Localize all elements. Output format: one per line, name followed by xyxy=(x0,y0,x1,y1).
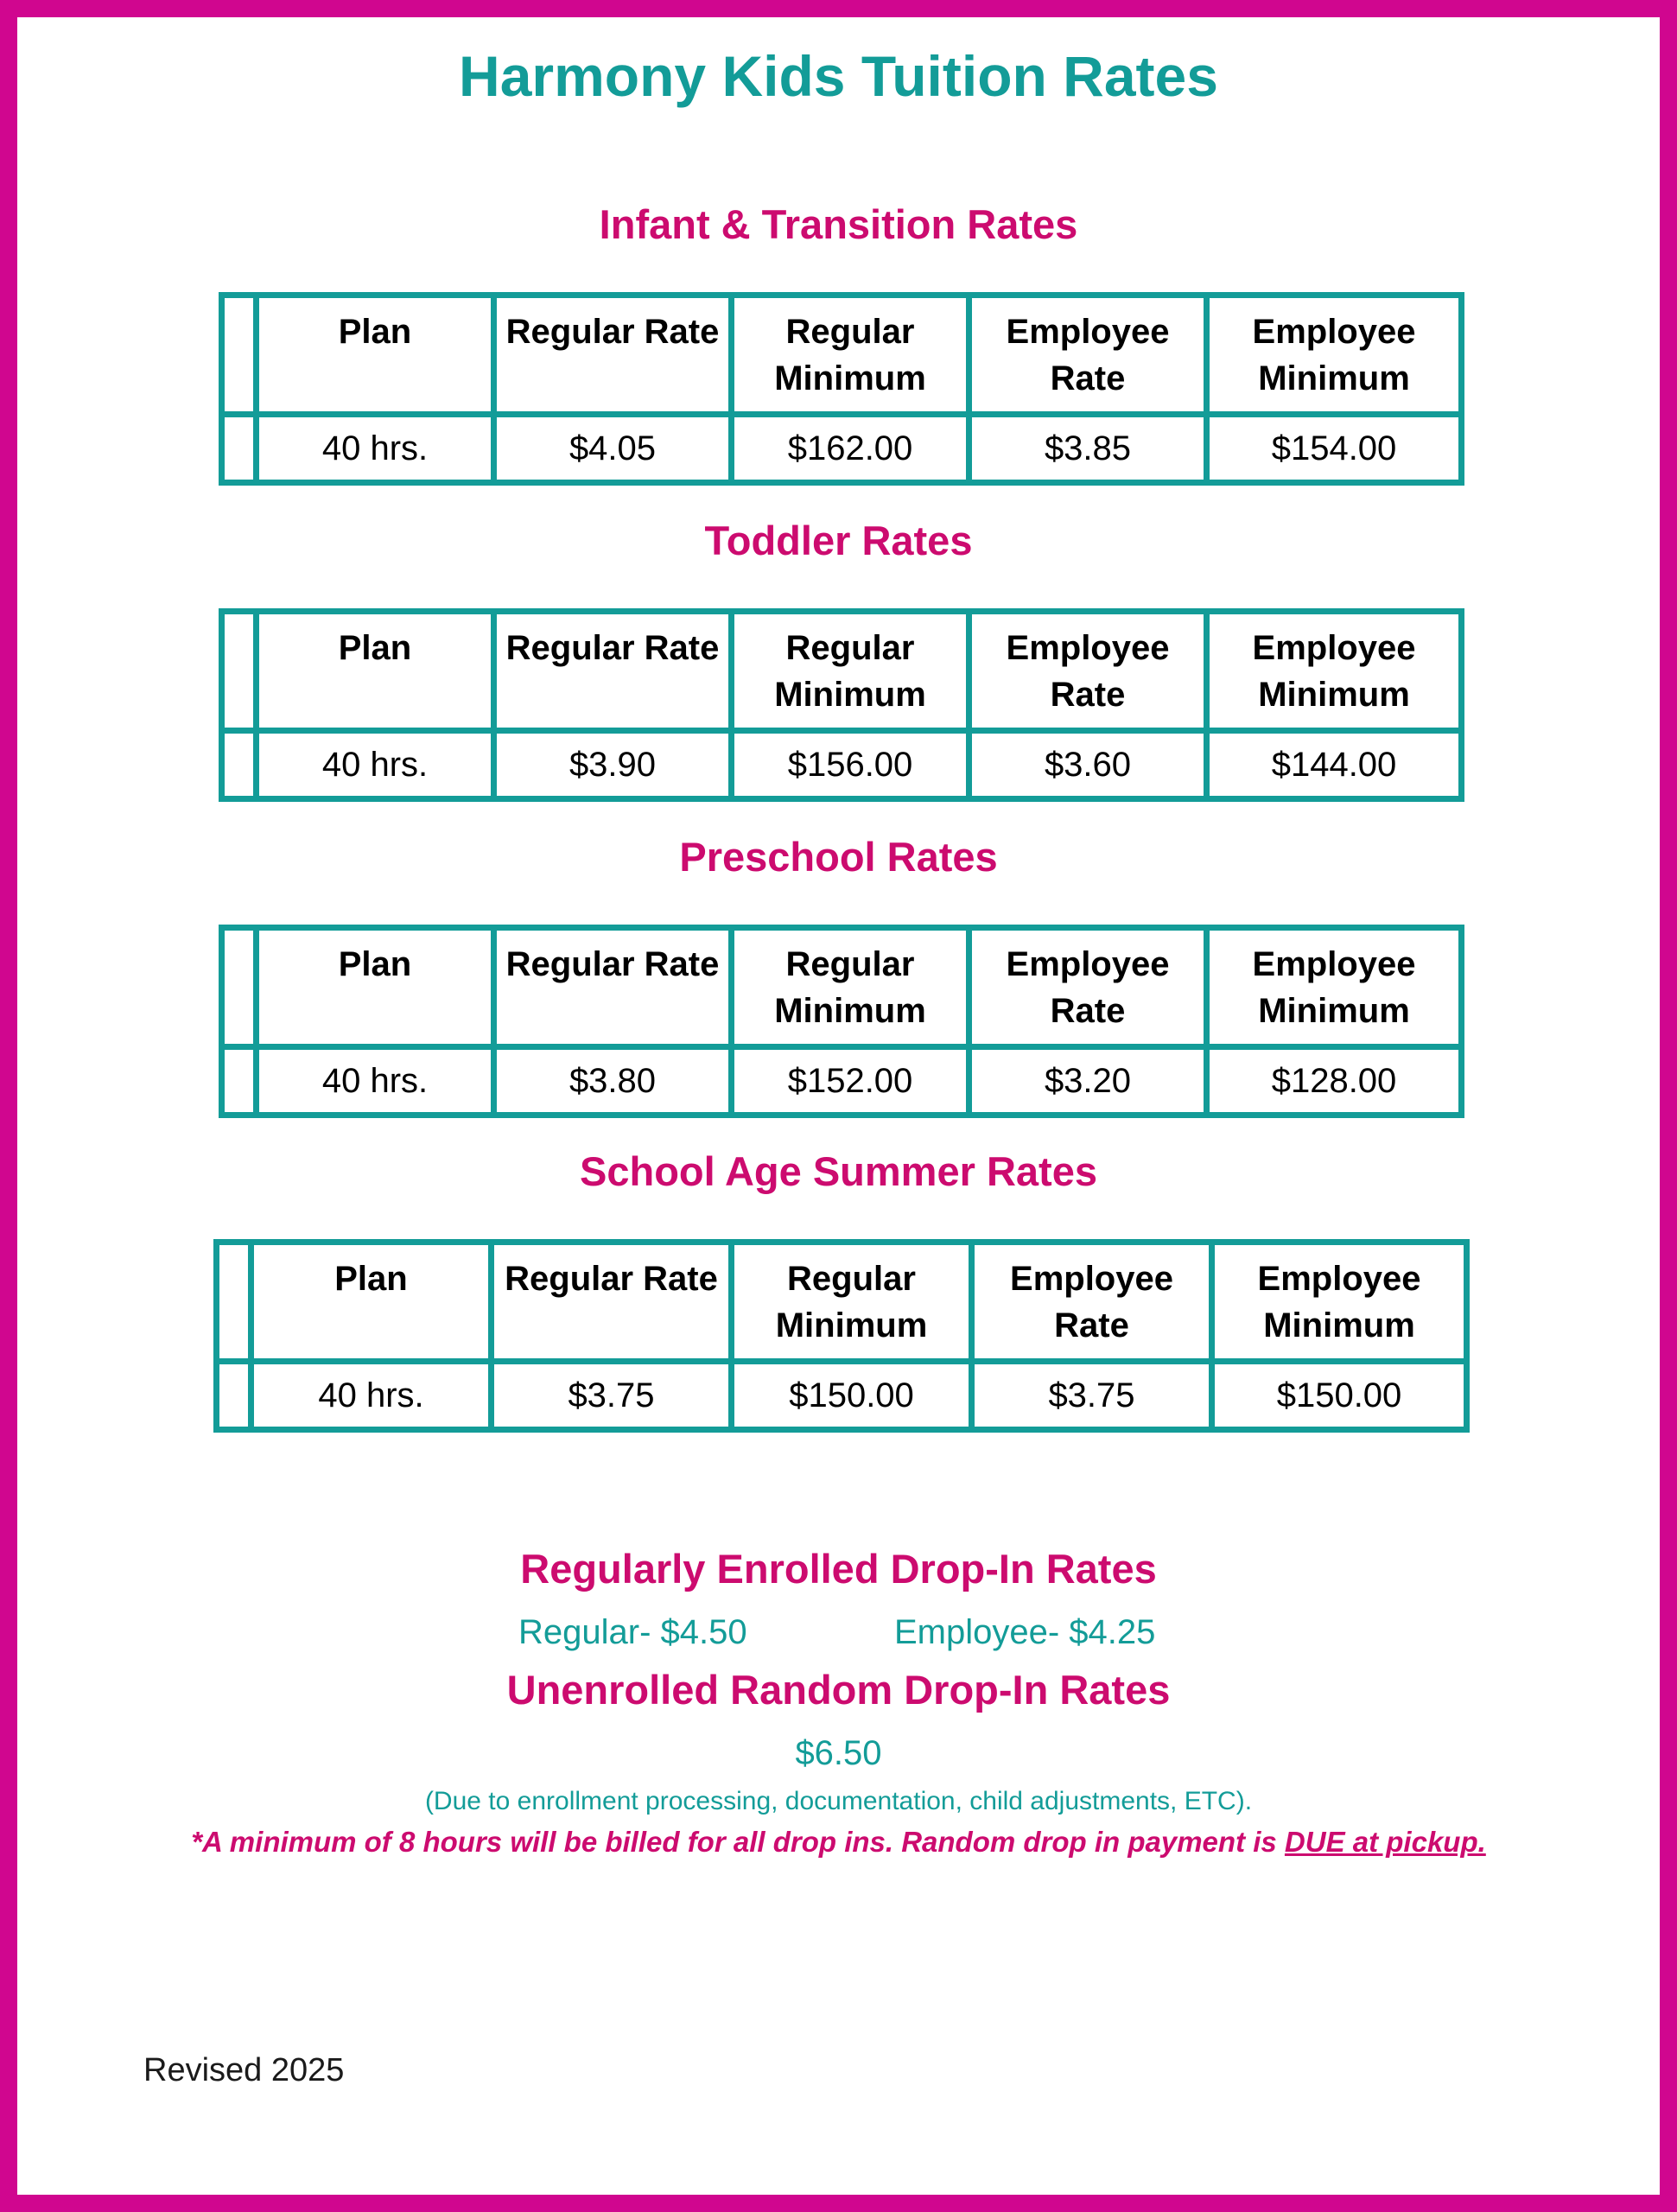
cell-employee-rate: $3.20 xyxy=(969,1047,1207,1116)
cell-plan: 40 hrs. xyxy=(257,731,494,799)
column-header-plan: Plan xyxy=(251,1243,492,1362)
table-stub-cell xyxy=(222,296,257,415)
cell-regular-rate: $4.05 xyxy=(494,415,732,483)
column-header-regular-rate: Regular Rate xyxy=(494,296,732,415)
column-header-employee-rate: Employee Rate xyxy=(972,1243,1212,1362)
column-header-plan: Plan xyxy=(257,296,494,415)
cell-employee-rate: $3.85 xyxy=(969,415,1207,483)
cell-employee-minimum: $128.00 xyxy=(1207,1047,1462,1116)
table-stub-cell xyxy=(222,1047,257,1116)
table-row xyxy=(217,1362,1467,1430)
cell-employee-rate: $3.60 xyxy=(969,731,1207,799)
cell-regular-rate: $3.80 xyxy=(494,1047,732,1116)
cell-employee-rate: $3.75 xyxy=(972,1362,1212,1430)
column-header-regular-minimum: Regular Minimum xyxy=(732,296,969,415)
table-header-row xyxy=(222,612,1462,731)
rate-table-preschool xyxy=(219,925,1464,1118)
table-header-row xyxy=(222,296,1462,415)
table-header-row xyxy=(222,928,1462,1047)
table-stub-cell xyxy=(217,1243,251,1362)
column-header-employee-minimum: Employee Minimum xyxy=(1212,1243,1467,1362)
section-heading-enrolled-dropin: Regularly Enrolled Drop-In Rates xyxy=(520,1546,1157,1592)
cell-regular-rate: $3.90 xyxy=(494,731,732,799)
section-heading-school-age: School Age Summer Rates xyxy=(580,1148,1097,1194)
revised-date: Revised 2025 xyxy=(143,2052,345,2088)
table-stub-cell xyxy=(222,731,257,799)
section-heading-infant: Infant & Transition Rates xyxy=(599,201,1078,247)
column-header-employee-minimum: Employee Minimum xyxy=(1207,296,1462,415)
column-header-regular-rate: Regular Rate xyxy=(494,928,732,1047)
table-stub-cell xyxy=(222,928,257,1047)
column-header-plan: Plan xyxy=(257,928,494,1047)
column-header-plan: Plan xyxy=(257,612,494,731)
column-header-regular-minimum: Regular Minimum xyxy=(732,612,969,731)
table-stub-cell xyxy=(222,612,257,731)
page-title: Harmony Kids Tuition Rates xyxy=(459,44,1218,108)
column-header-employee-rate: Employee Rate xyxy=(969,928,1207,1047)
dropin-warning xyxy=(0,1823,1677,1861)
column-header-regular-rate: Regular Rate xyxy=(494,612,732,731)
column-header-regular-minimum: Regular Minimum xyxy=(732,928,969,1047)
cell-regular-rate: $3.75 xyxy=(492,1362,732,1430)
column-header-employee-minimum: Employee Minimum xyxy=(1207,612,1462,731)
unenrolled-dropin-rate: $6.50 xyxy=(795,1734,882,1772)
cell-plan: 40 hrs. xyxy=(251,1362,492,1430)
table-row xyxy=(222,731,1462,799)
cell-regular-minimum: $152.00 xyxy=(732,1047,969,1116)
column-header-regular-rate: Regular Rate xyxy=(492,1243,732,1362)
section-heading-toddler: Toddler Rates xyxy=(704,518,973,563)
section-heading-unenrolled-dropin: Unenrolled Random Drop-In Rates xyxy=(506,1667,1171,1713)
column-header-employee-rate: Employee Rate xyxy=(969,612,1207,731)
table-stub-cell xyxy=(222,415,257,483)
dropin-warning-emphasis: DUE at pickup. xyxy=(1284,1826,1486,1858)
table-header-row xyxy=(217,1243,1467,1362)
dropin-warning-text: *A minimum of 8 hours will be billed for all drop ins. Random drop in payment is xyxy=(191,1826,1285,1858)
section-heading-preschool: Preschool Rates xyxy=(679,834,998,880)
dropin-regular-rate: Regular- $4.50 xyxy=(518,1613,747,1651)
rate-table-school-age xyxy=(213,1239,1470,1433)
cell-regular-minimum: $150.00 xyxy=(732,1362,972,1430)
column-header-regular-minimum: Regular Minimum xyxy=(732,1243,972,1362)
column-header-employee-minimum: Employee Minimum xyxy=(1207,928,1462,1047)
cell-employee-minimum: $150.00 xyxy=(1212,1362,1467,1430)
table-row xyxy=(222,1047,1462,1116)
table-stub-cell xyxy=(217,1362,251,1430)
cell-employee-minimum: $144.00 xyxy=(1207,731,1462,799)
table-row xyxy=(222,415,1462,483)
cell-regular-minimum: $156.00 xyxy=(732,731,969,799)
dropin-employee-rate: Employee- $4.25 xyxy=(894,1613,1156,1651)
cell-employee-minimum: $154.00 xyxy=(1207,415,1462,483)
rate-table-infant xyxy=(219,292,1464,486)
rate-table-toddler xyxy=(219,608,1464,802)
cell-regular-minimum: $162.00 xyxy=(732,415,969,483)
dropin-note: (Due to enrollment processing, documentation, child adjustments, ETC). xyxy=(424,1787,1253,1815)
cell-plan: 40 hrs. xyxy=(257,415,494,483)
column-header-employee-rate: Employee Rate xyxy=(969,296,1207,415)
cell-plan: 40 hrs. xyxy=(257,1047,494,1116)
